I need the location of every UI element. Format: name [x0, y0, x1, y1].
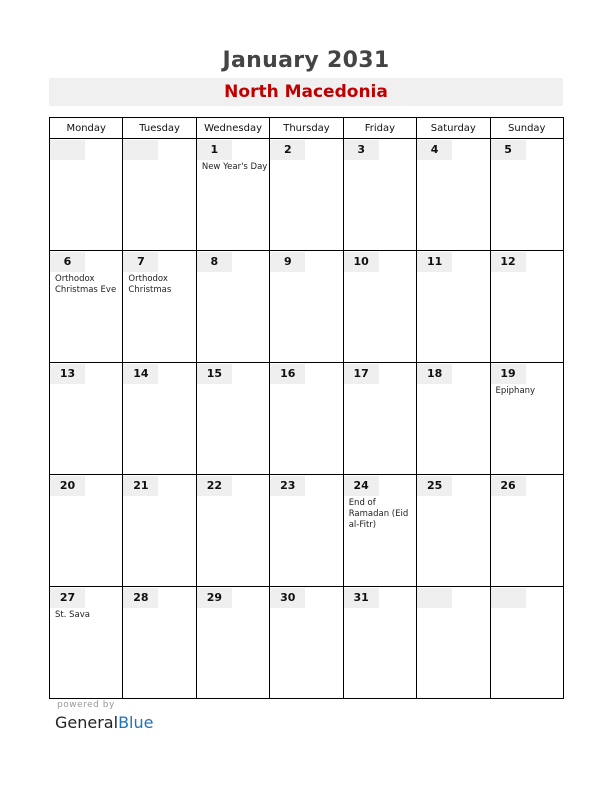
week-row	[50, 475, 564, 587]
brand-general-text: General	[55, 713, 119, 732]
day-cell	[270, 139, 343, 251]
day-cell	[196, 587, 269, 699]
day-number: 13	[50, 364, 85, 384]
day-number: 3	[344, 140, 379, 160]
day-number: 12	[491, 252, 526, 272]
day-number: 23	[270, 476, 305, 496]
day-number: 8	[197, 252, 232, 272]
powered-by-label: powered by	[57, 700, 115, 710]
holiday-label: End of Ramadan (Eid al-Fitr)	[348, 498, 409, 530]
weekday-header: Sunday	[490, 118, 563, 139]
weekday-header: Wednesday	[196, 118, 269, 139]
day-cell	[270, 363, 343, 475]
day-cell	[490, 139, 563, 251]
day-number	[123, 140, 158, 160]
holiday-label: New Year's Day	[201, 162, 268, 172]
day-cell	[123, 251, 196, 363]
holiday-label: Epiphany	[495, 386, 536, 396]
day-number: 14	[123, 364, 158, 384]
day-number: 6	[50, 252, 85, 272]
day-number: 24	[344, 476, 379, 496]
day-cell	[417, 475, 490, 587]
country-banner	[49, 78, 563, 106]
day-number	[491, 588, 526, 608]
day-cell	[123, 363, 196, 475]
day-number: 19	[491, 364, 526, 384]
day-cell	[343, 475, 416, 587]
day-number: 18	[417, 364, 452, 384]
day-number: 28	[123, 588, 158, 608]
day-number: 25	[417, 476, 452, 496]
weekday-header: Monday	[50, 118, 123, 139]
day-number: 5	[491, 140, 526, 160]
day-cell	[196, 251, 269, 363]
day-cell	[490, 475, 563, 587]
holiday-label: Orthodox Christmas	[128, 274, 172, 295]
day-cell	[343, 139, 416, 251]
day-cell	[490, 251, 563, 363]
day-cell	[490, 363, 563, 475]
day-cell	[417, 363, 490, 475]
day-number	[417, 588, 452, 608]
day-cell	[123, 587, 196, 699]
day-cell	[50, 139, 123, 251]
day-cell	[196, 363, 269, 475]
brand-logo[interactable]	[55, 713, 153, 732]
weekday-header: Thursday	[270, 118, 343, 139]
day-number: 1	[197, 140, 232, 160]
day-cell	[343, 363, 416, 475]
week-row	[50, 139, 564, 251]
weekday-header: Saturday	[417, 118, 490, 139]
holiday-label: Orthodox Christmas Eve	[55, 274, 117, 295]
holiday-label: St. Sava	[55, 610, 90, 620]
weekday-header: Friday	[343, 118, 416, 139]
day-number: 9	[270, 252, 305, 272]
day-number: 22	[197, 476, 232, 496]
day-number: 16	[270, 364, 305, 384]
day-cell	[343, 251, 416, 363]
day-cell	[270, 251, 343, 363]
weekday-header: Tuesday	[123, 118, 196, 139]
weekday-header-row	[50, 118, 564, 139]
day-number: 26	[491, 476, 526, 496]
calendar-grid	[49, 117, 564, 699]
day-number: 15	[197, 364, 232, 384]
day-number: 4	[417, 140, 452, 160]
day-cell	[196, 139, 269, 251]
brand-blue-text: Blue	[118, 713, 154, 732]
day-number: 20	[50, 476, 85, 496]
day-cell	[270, 475, 343, 587]
day-number: 11	[417, 252, 452, 272]
day-cell	[417, 587, 490, 699]
day-number: 2	[270, 140, 305, 160]
day-cell	[50, 475, 123, 587]
day-cell	[270, 587, 343, 699]
day-cell	[490, 587, 563, 699]
day-number	[50, 140, 85, 160]
day-cell	[50, 587, 123, 699]
day-number: 10	[344, 252, 379, 272]
day-number: 27	[50, 588, 85, 608]
day-cell	[50, 251, 123, 363]
week-row	[50, 251, 564, 363]
day-number: 30	[270, 588, 305, 608]
day-number: 29	[197, 588, 232, 608]
day-cell	[417, 139, 490, 251]
country-name: North Macedonia	[224, 82, 388, 102]
day-cell	[123, 139, 196, 251]
week-row	[50, 587, 564, 699]
page-title: January 2031	[222, 48, 390, 73]
day-number: 31	[344, 588, 379, 608]
day-cell	[123, 475, 196, 587]
day-number: 21	[123, 476, 158, 496]
day-number: 17	[344, 364, 379, 384]
day-cell	[196, 475, 269, 587]
day-cell	[50, 363, 123, 475]
week-row	[50, 363, 564, 475]
day-cell	[343, 587, 416, 699]
day-number: 7	[123, 252, 158, 272]
day-cell	[417, 251, 490, 363]
